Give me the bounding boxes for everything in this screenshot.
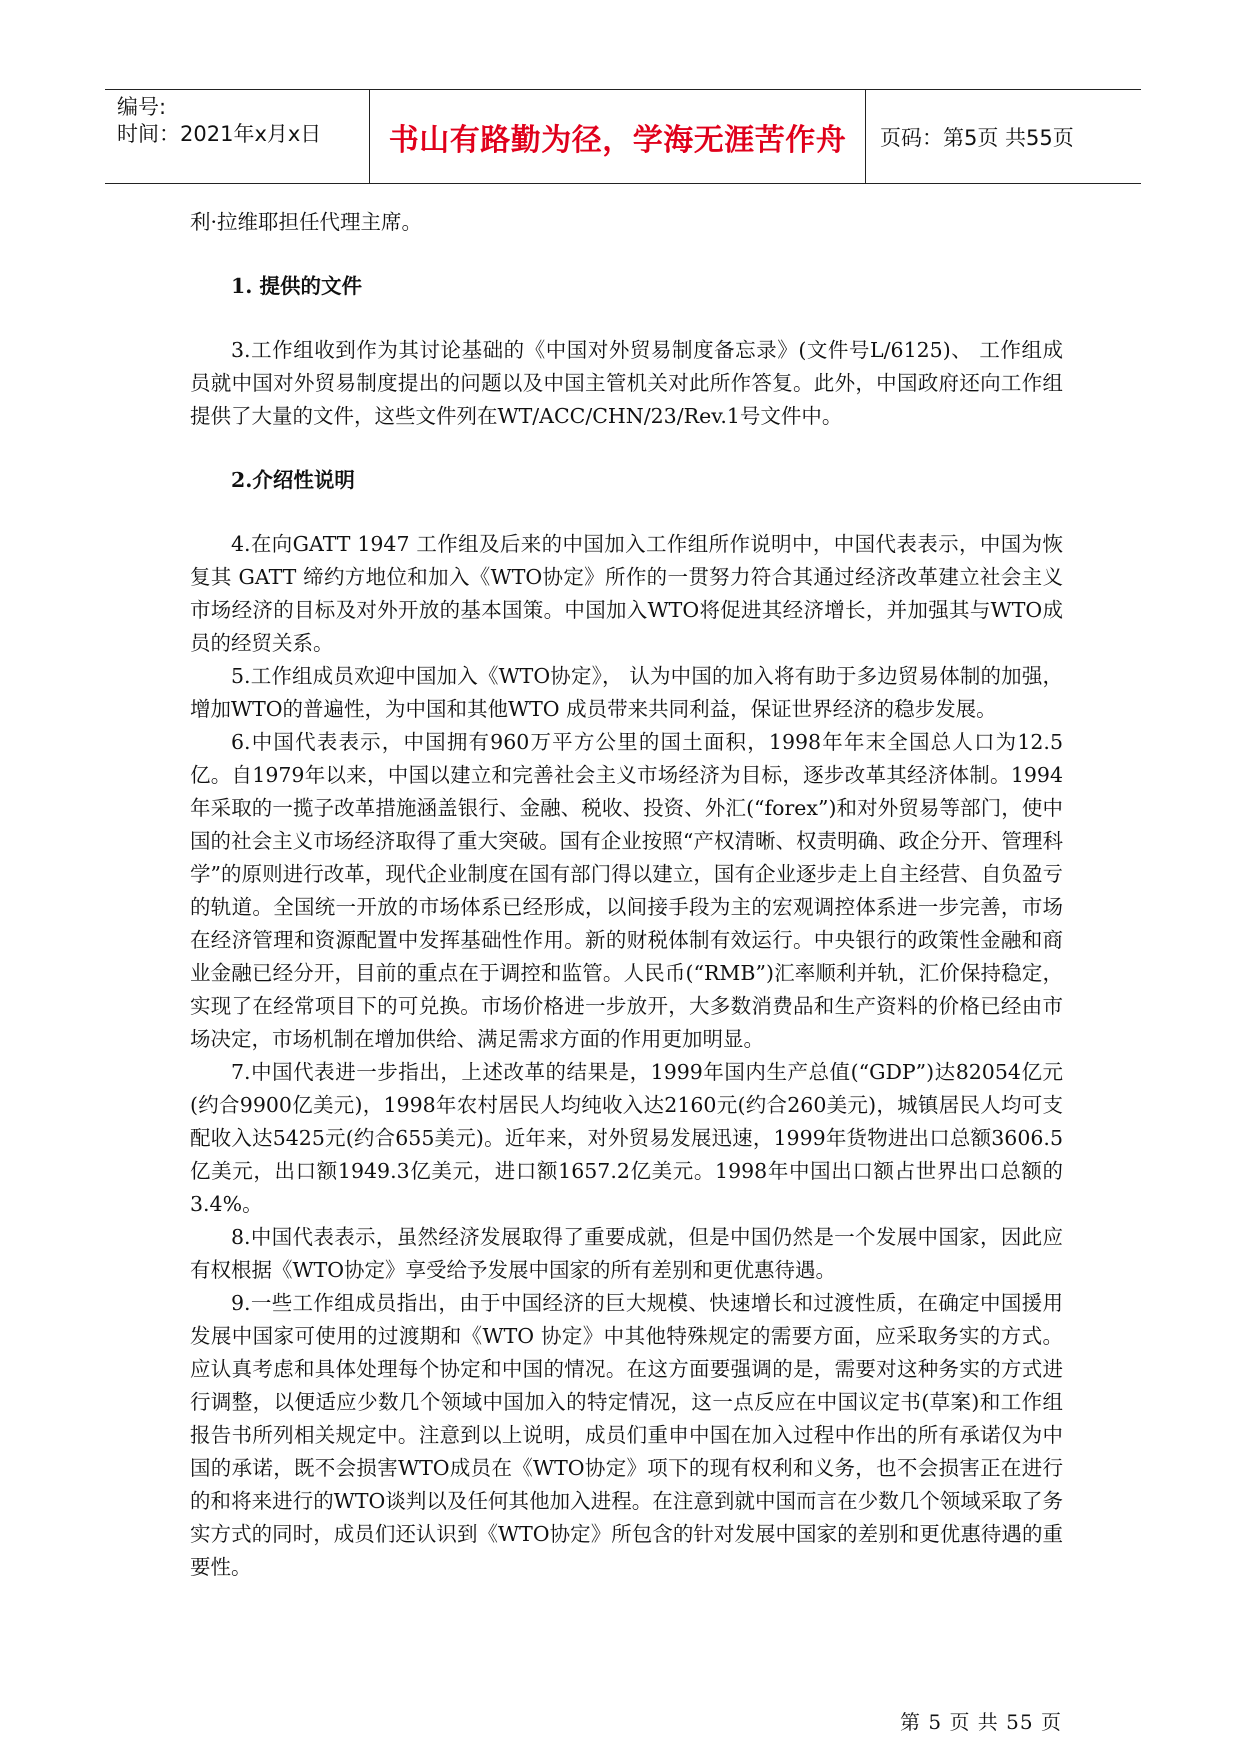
intro-line: 利·拉维耶担任代理主席。 [190, 210, 423, 234]
header-page-info [866, 90, 1141, 183]
document-number-label: 编号: [117, 95, 167, 119]
paragraph-3: 3.工作组收到作为其讨论基础的《中国对外贸易制度备忘录》(文件号L/6125)、 工作组成员就中国对外贸易制度提出的问题以及中国主管机关对此所作答复。此外，中国政府还向工作组提供了大量的文件，这些文件列在WT/ACC/CHN/23/Rev.1号文件中。 [190, 338, 1063, 428]
header-motto-cell [370, 90, 866, 183]
page-header [105, 89, 1141, 184]
header-motto: 书山有路勤为径，学海无涯苦作舟 [388, 122, 847, 158]
header-page-number: 页码：第5页 共55页 [880, 125, 1074, 150]
paragraph-4: 4.在向GATT 1947 工作组及后来的中国加入工作组所作说明中，中国代表表示，中国为恢复其 GATT 缔约方地位和加入《WTO协定》所作的一贯努力符合其通过经济改革建立社会主义市场经济的目标及对外开放的基本国策。中国加入WTO将促进其经济增长，并加强其与WTO成员的经贸关系。 [190, 532, 1063, 655]
paragraph-5: 5.工作组成员欢迎中国加入《WTO协定》， 认为中国的加入将有助于多边贸易体制的加强，增加WTO的普遍性，为中国和其他WTO 成员带来共同利益，保证世界经济的稳步发展。 [190, 664, 1063, 721]
paragraph-8: 8.中国代表表示，虽然经济发展取得了重要成就，但是中国仍然是一个发展中国家，因此应有权根据《WTO协定》享受给予发展中国家的所有差别和更优惠待遇。 [190, 1225, 1063, 1282]
paragraph-7: 7.中国代表进一步指出，上述改革的结果是，1999年国内生产总值(“GDP”)达82054亿元(约合9900亿美元)，1998年农村居民人均纯收入达2160元(约合260美元)，城镇居民人均可支配收入达5425元(约合655美元)。近年来，对外贸易发展迅速，1999年货物进出口总额3606.5亿美元，出口额1949.3亿美元，进口额1657.2亿美元。1998年中国出口额占世界出口总额的3.4%。 [190, 1060, 1063, 1216]
page-footer: 第 5 页 共 55 页 [900, 1710, 1062, 1734]
document-time-label: 时间：2021年x月x日 [117, 122, 322, 146]
section-heading-documents: 1. 提供的文件 [231, 274, 363, 298]
paragraph-6: 6.中国代表表示，中国拥有960万平方公里的国土面积，1998年年末全国总人口为12.5亿。自1979年以来，中国以建立和完善社会主义市场经济为目标，逐步改革其经济体制。1994年采取的一揽子改革措施涵盖银行、金融、税收、投资、外汇(“forex”)和对外贸易等部门，使中国的社会主义市场经济取得了重大突破。国有企业按照“产权清晰、权责明确、政企分开、管理科学”的原则进行改革，现代企业制度在国有部门得以建立，国有企业逐步走上自主经营、自负盈亏的轨道。全国统一开放的市场体系已经形成，以间接手段为主的宏观调控体系进一步完善，市场在经济管理和资源配置中发挥基础性作用。新的财税体制有效运行。中央银行的政策性金融和商业金融已经分开，目前的重点在于调控和监管。人民币(“RMB”)汇率顺利并轨，汇价保持稳定，实现了在经常项目下的可兑换。市场价格进一步放开，大多数消费品和生产资料的价格已经由市场决定，市场机制在增加供给、满足需求方面的作用更加明显。 [190, 730, 1063, 1051]
paragraph-9: 9.一些工作组成员指出，由于中国经济的巨大规模、快速增长和过渡性质，在确定中国援用发展中国家可使用的过渡期和《WTO 协定》中其他特殊规定的需要方面，应采取务实的方式。应认真考虑和具体处理每个协定和中国的情况。在这方面要强调的是，需要对这种务实的方式进行调整，以便适应少数几个领域中国加入的特定情况，这一点反应在中国议定书(草案)和工作组报告书所列相关规定中。注意到以上说明，成员们重申中国在加入过程中作出的所有承诺仅为中国的承诺，既不会损害WTO成员在《WTO协定》项下的现有权利和义务，也不会损害正在进行的和将来进行的WTO谈判以及任何其他加入进程。在注意到就中国而言在少数几个领域采取了务实方式的同时，成员们还认识到《WTO协定》所包含的针对发展中国家的差别和更优惠待遇的重要性。 [190, 1291, 1063, 1579]
header-meta [105, 90, 370, 183]
section-heading-introduction: 2.介绍性说明 [231, 468, 355, 492]
document-body [190, 206, 1063, 1584]
